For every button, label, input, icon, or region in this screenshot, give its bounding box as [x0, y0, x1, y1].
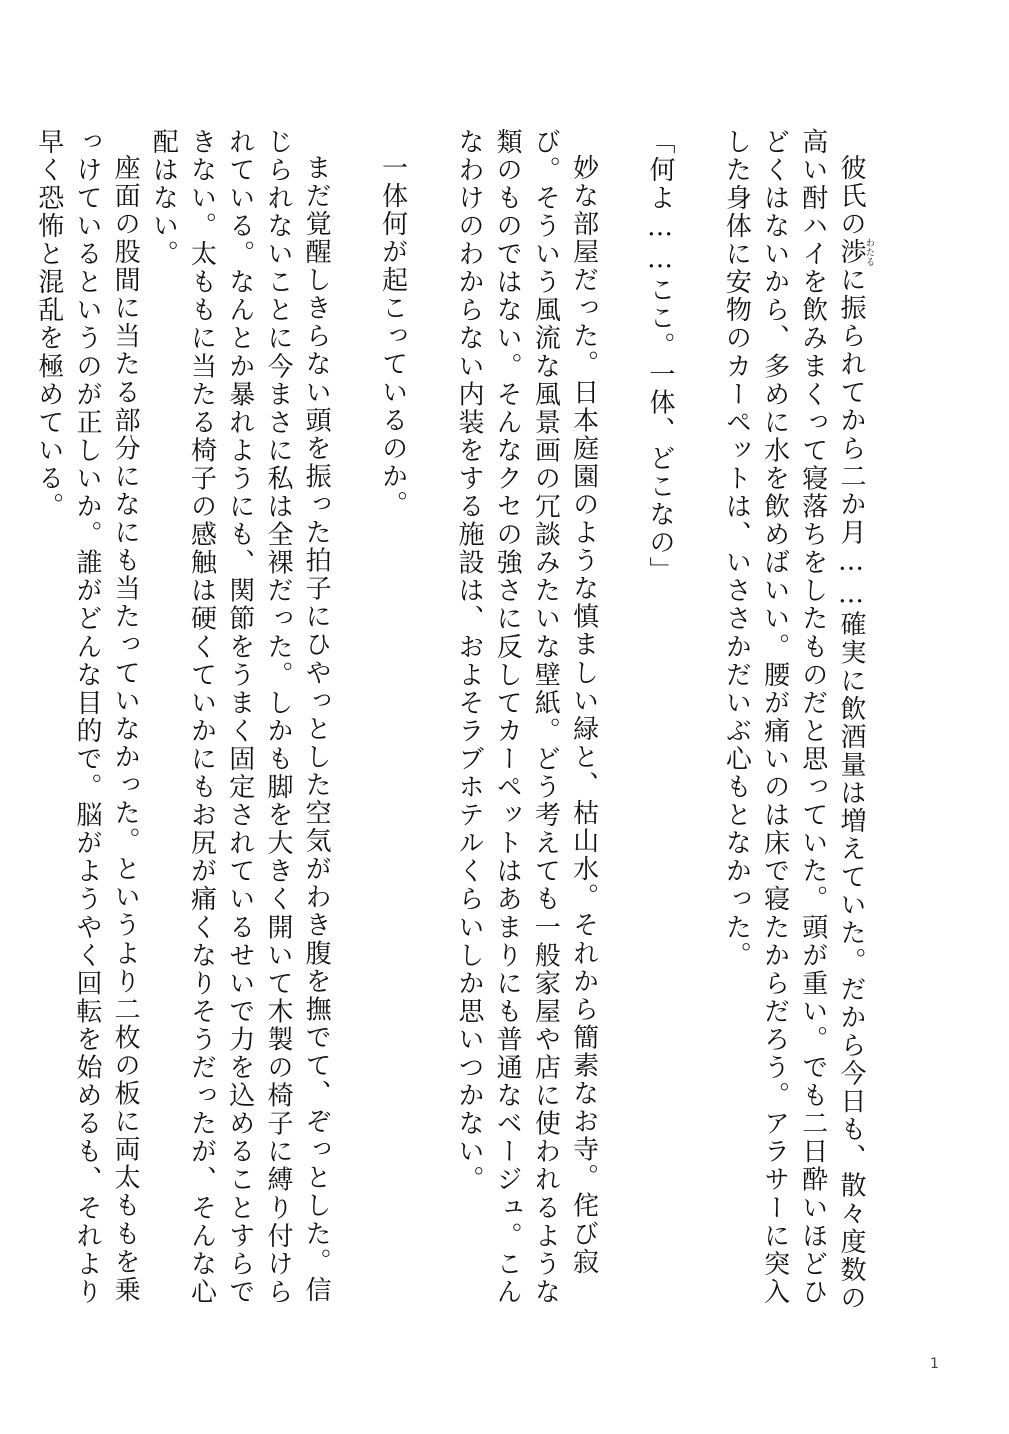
- paragraph-1: [717, 128, 874, 1318]
- blank-line: [603, 128, 641, 1318]
- ruby-reading: わたる: [864, 238, 874, 267]
- vertical-text-body: [30, 128, 874, 1318]
- paragraph-5: まだ覚醒しきらない頭を振った拍子にひやっとした空気がわき腹を撫でて、ぞっとした。信じられないことに今まさに私は全裸だった。しかも脚を大きく開いて木製の椅子に縛り付けられている。なんとか暴れようにも、関節をうまく固定されているせいで力を込めることすらできない。太ももに当たる椅子の感触は硬くていかにもお尻が痛くなりそうだったが、そんな心配はない。: [148, 128, 332, 1307]
- paragraph-1-text-rest: に振られてから二か月……確実に飲酒量は増えていた。だから今日も、散々度数の高い酎ハイを飲みまくって寝落ちをしたものだと思っていた。頭が重い。でも二日酔いほどひどくはないから、多めに水を飲めばいい。腰が痛いのは床で寝たからだろう。アラサーに突入した身体に安物のカーペットは、いささかだいぶ心もとなかった。: [721, 128, 866, 1313]
- ruby-base: 渉: [836, 238, 866, 267]
- ruby-annotation: [836, 238, 874, 267]
- page-number: 1: [930, 1356, 939, 1372]
- blank-line: [335, 128, 373, 1318]
- blank-line: [412, 128, 450, 1318]
- paragraph-4: 一体何が起こっているのか。: [377, 154, 408, 519]
- paragraph-3: 妙な部屋だった。日本庭園のような慎ましい緑と、枯山水。それから簡素なお寺。侘び寂び。そういう風流な風景画の冗談みたいな壁紙。どう考えても一般家屋や店に使われるような類のものではない。そんなクセの強さに反してカーペットはあまりにも普通なベージュ。こんなわけのわからない内装をする施設は、およそラブホテルくらいしか思いつかない。: [453, 128, 599, 1307]
- dialogue-line: 「何よ……ここ。一体、どこなの」: [644, 128, 675, 585]
- blank-line: [679, 128, 717, 1318]
- paragraph-6: 座面の股間に当たる部分になにも当たっていなかった。というより二枚の板に両太ももを乗っけているというのが正しいか。誰がどんな目的で。脳がようやく回転を始めるも、それより早く恐怖と混乱を極めている。: [33, 128, 141, 1307]
- paragraph-1-text-start: 彼氏の: [836, 154, 866, 239]
